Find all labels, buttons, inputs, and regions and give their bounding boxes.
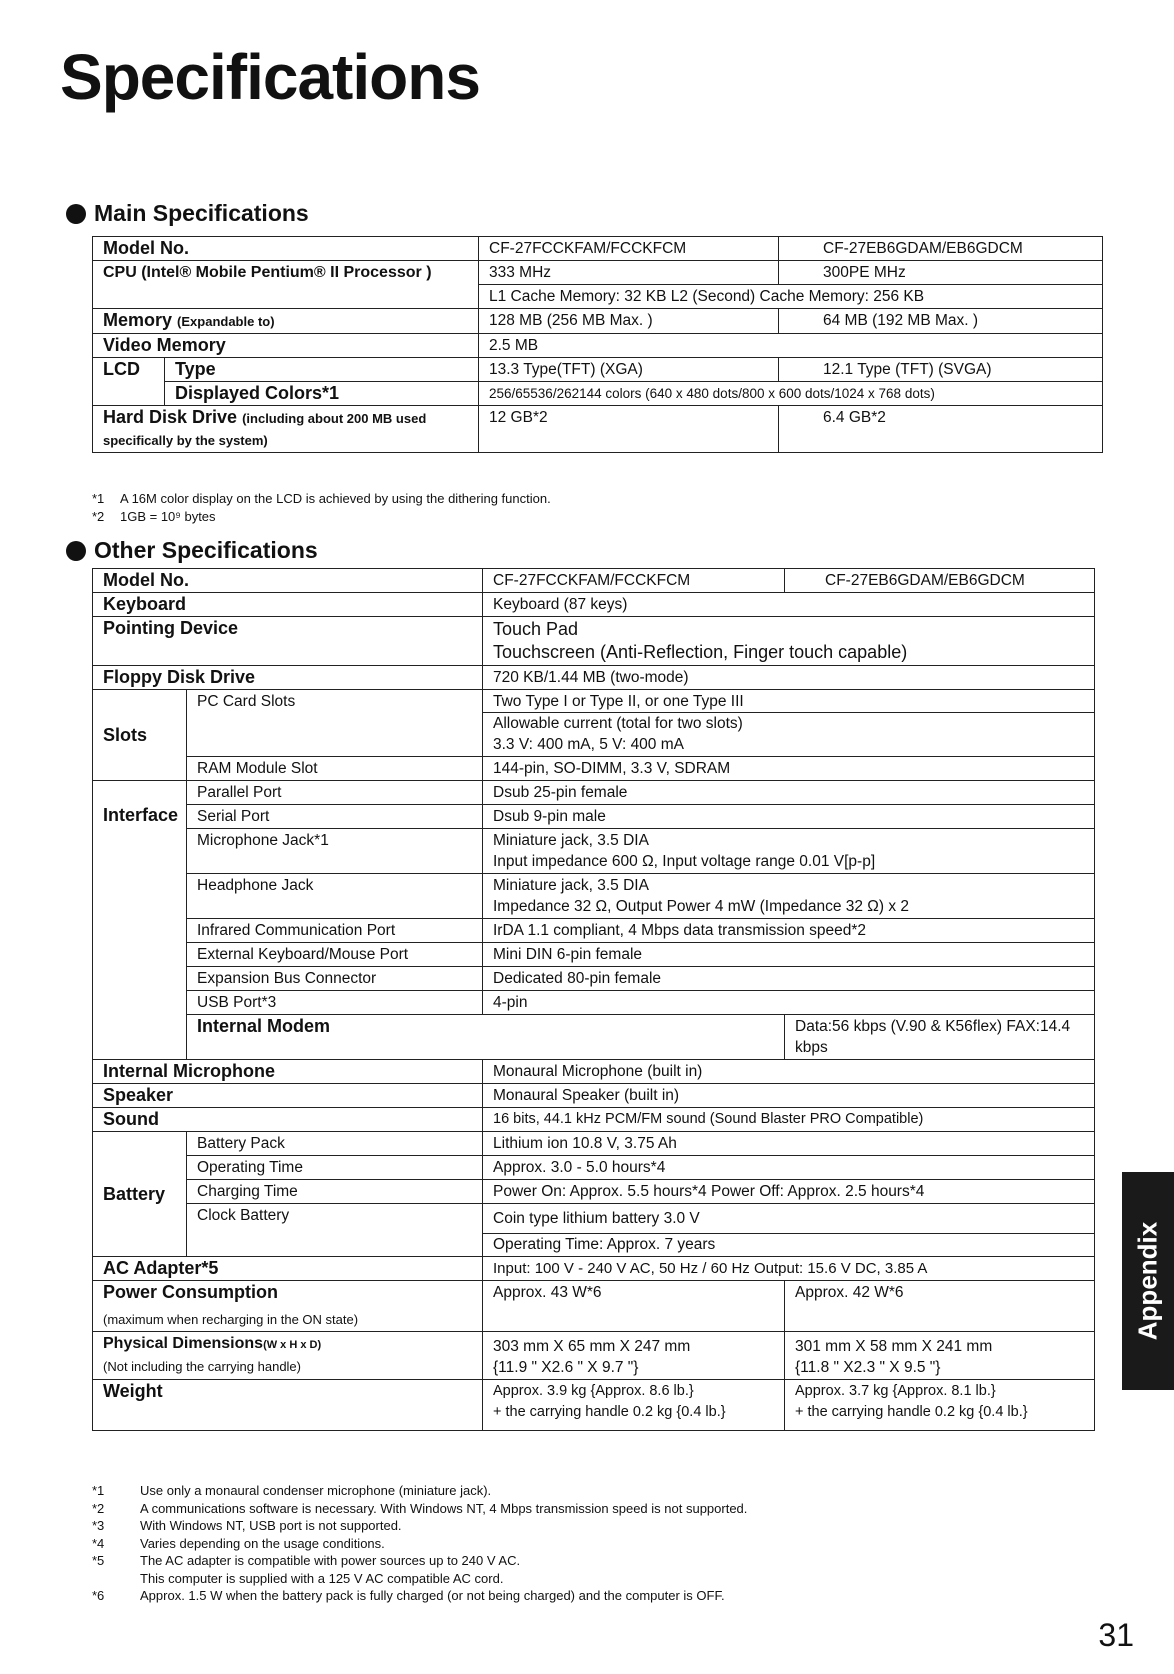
weight-a-2: + the carrying handle 0.2 kg {0.4 lb.} [493,1404,726,1420]
table-row [93,943,1095,967]
lcd-colors-value: 256/65536/262144 colors (640 x 480 dots/800 x 600 dots/1024 x 768 dots) [479,382,1103,406]
footnote-text: 1GB = 10⁹ bytes [120,508,216,524]
footnote-mark: *5 [92,1553,105,1568]
speaker-value: Monaural Speaker (built in) [483,1084,1095,1108]
ac-value: Input: 100 V - 240 V AC, 50 Hz / 60 Hz Output: 15.6 V DC, 3.85 A [483,1257,1095,1281]
headphone-value-2: Impedance 32 Ω, Output Power 4 mW (Impedance 32 Ω) x 2 [493,898,910,915]
table-row [93,569,1095,593]
table-row [93,829,1095,874]
parallel-value: Dsub 25-pin female [483,781,1095,805]
expansion-value: Dedicated 80-pin female [483,967,1095,991]
other-model-label: Model No. [93,569,483,593]
speaker-label: Speaker [93,1084,483,1108]
dims-note: (Not including the carrying handle) [103,1359,301,1374]
power-label-text: Power Consumption [103,1282,278,1302]
power-b: Approx. 42 W*6 [785,1281,1095,1332]
optime-value: Approx. 3.0 - 5.0 hours*4 [483,1156,1095,1180]
table-row [93,967,1095,991]
table-row [93,382,1103,406]
cpu-a: 333 MHz [479,261,779,285]
table-row [93,1015,1095,1060]
modem-value: Data:56 kbps (V.90 & K56flex) FAX:14.4 kbps [785,1015,1095,1060]
power-label [93,1281,483,1332]
table-row [93,1132,1095,1156]
footnote [92,1500,747,1518]
table-row [93,874,1095,919]
sound-label: Sound [93,1108,483,1132]
charge-label: Charging Time [187,1180,483,1204]
intmic-label: Internal Microphone [93,1060,483,1084]
pccard-value [483,690,1095,757]
footnote-text: Approx. 1.5 W when the battery pack is fully charged (or not being charged) and the computer is OFF. [140,1588,725,1603]
mic-value-2: Input impedance 600 Ω, Input voltage range 0.01 V[p-p] [493,853,876,870]
footnote-mark [92,1570,140,1588]
battery-label: Battery [93,1132,187,1257]
other-model-a: CF-27FCCKFAM/FCCKFCM [483,569,785,593]
cache-value: L1 Cache Memory: 32 KB L2 (Second) Cache Memory: 256 KB [479,285,1103,309]
memory-note: (Expandable to) [177,314,275,329]
cpu-b: 300PE MHz [779,261,1103,285]
bpack-value: Lithium ion 10.8 V, 3.75 Ah [483,1132,1095,1156]
other-specs-heading-text: Other Specifications [94,537,318,563]
extkbd-label: External Keyboard/Mouse Port [187,943,483,967]
lcd-label: LCD [93,358,165,406]
footnote-mark: *6 [92,1588,105,1603]
ram-label: RAM Module Slot [187,757,483,781]
footnote-mark: *4 [92,1535,105,1551]
dims-a [483,1332,785,1380]
dims-label-text: Physical Dimensions [103,1335,264,1352]
mic-value [483,829,1095,874]
page-number: 31 [1098,1617,1134,1653]
footnote-text: A communications software is necessary. With Windows NT, 4 Mbps transmission speed is not supported. [140,1500,748,1516]
footnote-mark: *2 [92,1500,105,1516]
lcd-type-b: 12.1 Type (TFT) (SVGA) [779,358,1103,382]
model-label: Model No. [93,237,479,261]
weight-label: Weight [93,1380,483,1431]
appendix-tab-label: Appendix [1132,1221,1163,1341]
footnote-text: The AC adapter is compatible with power sources up to 240 V AC. [140,1553,521,1568]
dims-b [785,1332,1095,1380]
weight-a-1: Approx. 3.9 kg {Approx. 8.6 lb.} [493,1383,694,1399]
footnote-mark: *2 [92,508,105,524]
main-specs-heading-text: Main Specifications [94,200,309,226]
other-model-b: CF-27EB6GDAM/EB6GDCM [785,569,1095,593]
keyboard-value: Keyboard (87 keys) [483,593,1095,617]
main-specs-heading [66,200,309,227]
table-row [93,666,1095,690]
bullet-icon [66,204,86,224]
usb-label: USB Port*3 [187,991,483,1015]
footnote [92,1482,747,1500]
optime-label: Operating Time [187,1156,483,1180]
parallel-label: Parallel Port [187,781,483,805]
lcd-type-label: Type [165,358,479,382]
table-row [93,1180,1095,1204]
dims-a-1: 303 mm X 65 mm X 247 mm [493,1338,691,1355]
footnote [92,490,551,508]
cpu-label: CPU (Intel® Mobile Pentium® II Processor ) [93,261,479,309]
pointing-label: Pointing Device [93,617,483,666]
footnote-text: With Windows NT, USB port is not supported. [140,1518,402,1533]
table-row [93,1084,1095,1108]
floppy-value: 720 KB/1.44 MB (two-mode) [483,666,1095,690]
table-row [93,617,1095,666]
table-row [93,1060,1095,1084]
pccard-value-3: 3.3 V: 400 mA, 5 V: 400 mA [493,736,684,753]
ac-label: AC Adapter*5 [93,1257,483,1281]
charge-value: Power On: Approx. 5.5 hours*4 Power Off: Approx. 2.5 hours*4 [483,1180,1095,1204]
expansion-label: Expansion Bus Connector [187,967,483,991]
footnote-text: This computer is supplied with a 125 V AC compatible AC cord. [140,1570,504,1586]
footnote-text: A 16M color display on the LCD is achieved by using the dithering function. [120,491,551,506]
table-row [93,309,1103,334]
footnote [92,1587,747,1605]
model-a: CF-27FCCKFAM/FCCKFCM [479,237,779,261]
table-row [93,1108,1095,1132]
table-row [93,991,1095,1015]
extkbd-value: Mini DIN 6-pin female [483,943,1095,967]
page-title: Specifications [60,41,480,113]
appendix-tab [1122,1172,1174,1390]
table-row [93,261,1103,285]
intmic-value: Monaural Microphone (built in) [483,1060,1095,1084]
headphone-value [483,874,1095,919]
video-value: 2.5 MB [479,334,1103,358]
headphone-value-1: Miniature jack, 3.5 DIA [493,877,649,894]
table-row [93,593,1095,617]
weight-b [785,1380,1095,1431]
footnote [92,508,551,526]
clock-label: Clock Battery [187,1204,483,1257]
memory-a: 128 MB (256 MB Max. ) [479,309,779,334]
modem-label: Internal Modem [187,1015,785,1060]
power-note: (maximum when recharging in the ON state) [103,1312,359,1327]
table-row [93,1257,1095,1281]
hdd-label [93,406,479,453]
lcd-type-a: 13.3 Type(TFT) (XGA) [479,358,779,382]
main-footnotes [92,490,551,525]
sound-value: 16 bits, 44.1 kHz PCM/FM sound (Sound Blaster PRO Compatible) [483,1108,1095,1132]
clock-value [483,1204,1095,1257]
footnote-mark: *1 [92,491,105,506]
pccard-label: PC Card Slots [187,690,483,757]
pointing-value [483,617,1095,666]
table-row [93,1204,1095,1257]
serial-label: Serial Port [187,805,483,829]
table-row [93,1332,1095,1380]
table-row [93,757,1095,781]
bpack-label: Battery Pack [187,1132,483,1156]
dims-a-2: {11.9 " X2.6 " X 9.7 "} [493,1359,639,1376]
footnote-text: Varies depending on the usage conditions. [140,1535,385,1551]
power-a: Approx. 43 W*6 [483,1281,785,1332]
usb-value: 4-pin [483,991,1095,1015]
serial-value: Dsub 9-pin male [483,805,1095,829]
pointing-value-2: Touchscreen (Anti-Reflection, Finger touch capable) [493,642,908,662]
table-row [93,781,1095,805]
mic-value-1: Miniature jack, 3.5 DIA [493,832,649,849]
table-row [93,334,1103,358]
pointing-value-1: Touch Pad [493,619,579,639]
lcd-colors-label: Displayed Colors*1 [165,382,479,406]
hdd-b: 6.4 GB*2 [779,406,1103,453]
clock-value-2: Operating Time: Approx. 7 years [483,1233,1094,1255]
table-row [93,237,1103,261]
dims-label [93,1332,483,1380]
memory-label [93,309,479,334]
table-row [93,919,1095,943]
other-specs-heading [66,537,318,564]
hdd-label-text: Hard Disk Drive [103,407,238,427]
hdd-note: (including about 200 MB used specifically by the system) [103,411,427,448]
table-row [93,805,1095,829]
weight-b-1: Approx. 3.7 kg {Approx. 8.1 lb.} [795,1383,996,1399]
infrared-value: IrDA 1.1 compliant, 4 Mbps data transmission speed*2 [483,919,1095,943]
memory-b: 64 MB (192 MB Max. ) [779,309,1103,334]
footnote [92,1535,747,1553]
table-row [93,1156,1095,1180]
model-b: CF-27EB6GDAM/EB6GDCM [779,237,1103,261]
other-footnotes [92,1482,747,1605]
main-specs-table [92,236,1103,453]
dims-unit: (W x H x D) [263,1339,322,1351]
pccard-value-1: Two Type I or Type II, or one Type III [493,693,744,710]
headphone-label: Headphone Jack [187,874,483,919]
bullet-icon [66,541,86,561]
footnote [92,1570,747,1588]
clock-value-1: Coin type lithium battery 3.0 V [493,1210,700,1227]
ram-value: 144-pin, SO-DIMM, 3.3 V, SDRAM [483,757,1095,781]
infrared-label: Infrared Communication Port [187,919,483,943]
keyboard-label: Keyboard [93,593,483,617]
hdd-a: 12 GB*2 [479,406,779,453]
other-specs-table [92,568,1095,1431]
pccard-value-2: Allowable current (total for two slots) [483,712,1094,734]
weight-a [483,1380,785,1431]
table-row [93,1281,1095,1332]
video-label: Video Memory [93,334,479,358]
memory-label-text: Memory [103,310,173,330]
footnote-mark: *1 [92,1483,105,1498]
dims-b-2: {11.8 " X2.3 " X 9.5 "} [795,1359,941,1376]
table-row [93,1380,1095,1431]
footnote [92,1552,747,1570]
table-row [93,406,1103,453]
table-row [93,358,1103,382]
mic-label: Microphone Jack*1 [187,829,483,874]
interface-label: Interface [93,781,187,1060]
floppy-label: Floppy Disk Drive [93,666,483,690]
table-row [93,690,1095,757]
dims-b-1: 301 mm X 58 mm X 241 mm [795,1338,993,1355]
weight-b-2: + the carrying handle 0.2 kg {0.4 lb.} [795,1404,1028,1420]
slots-label: Slots [93,690,187,781]
footnote [92,1517,747,1535]
footnote-mark: *3 [92,1518,105,1533]
footnote-text: Use only a monaural condenser microphone (miniature jack). [140,1483,492,1498]
